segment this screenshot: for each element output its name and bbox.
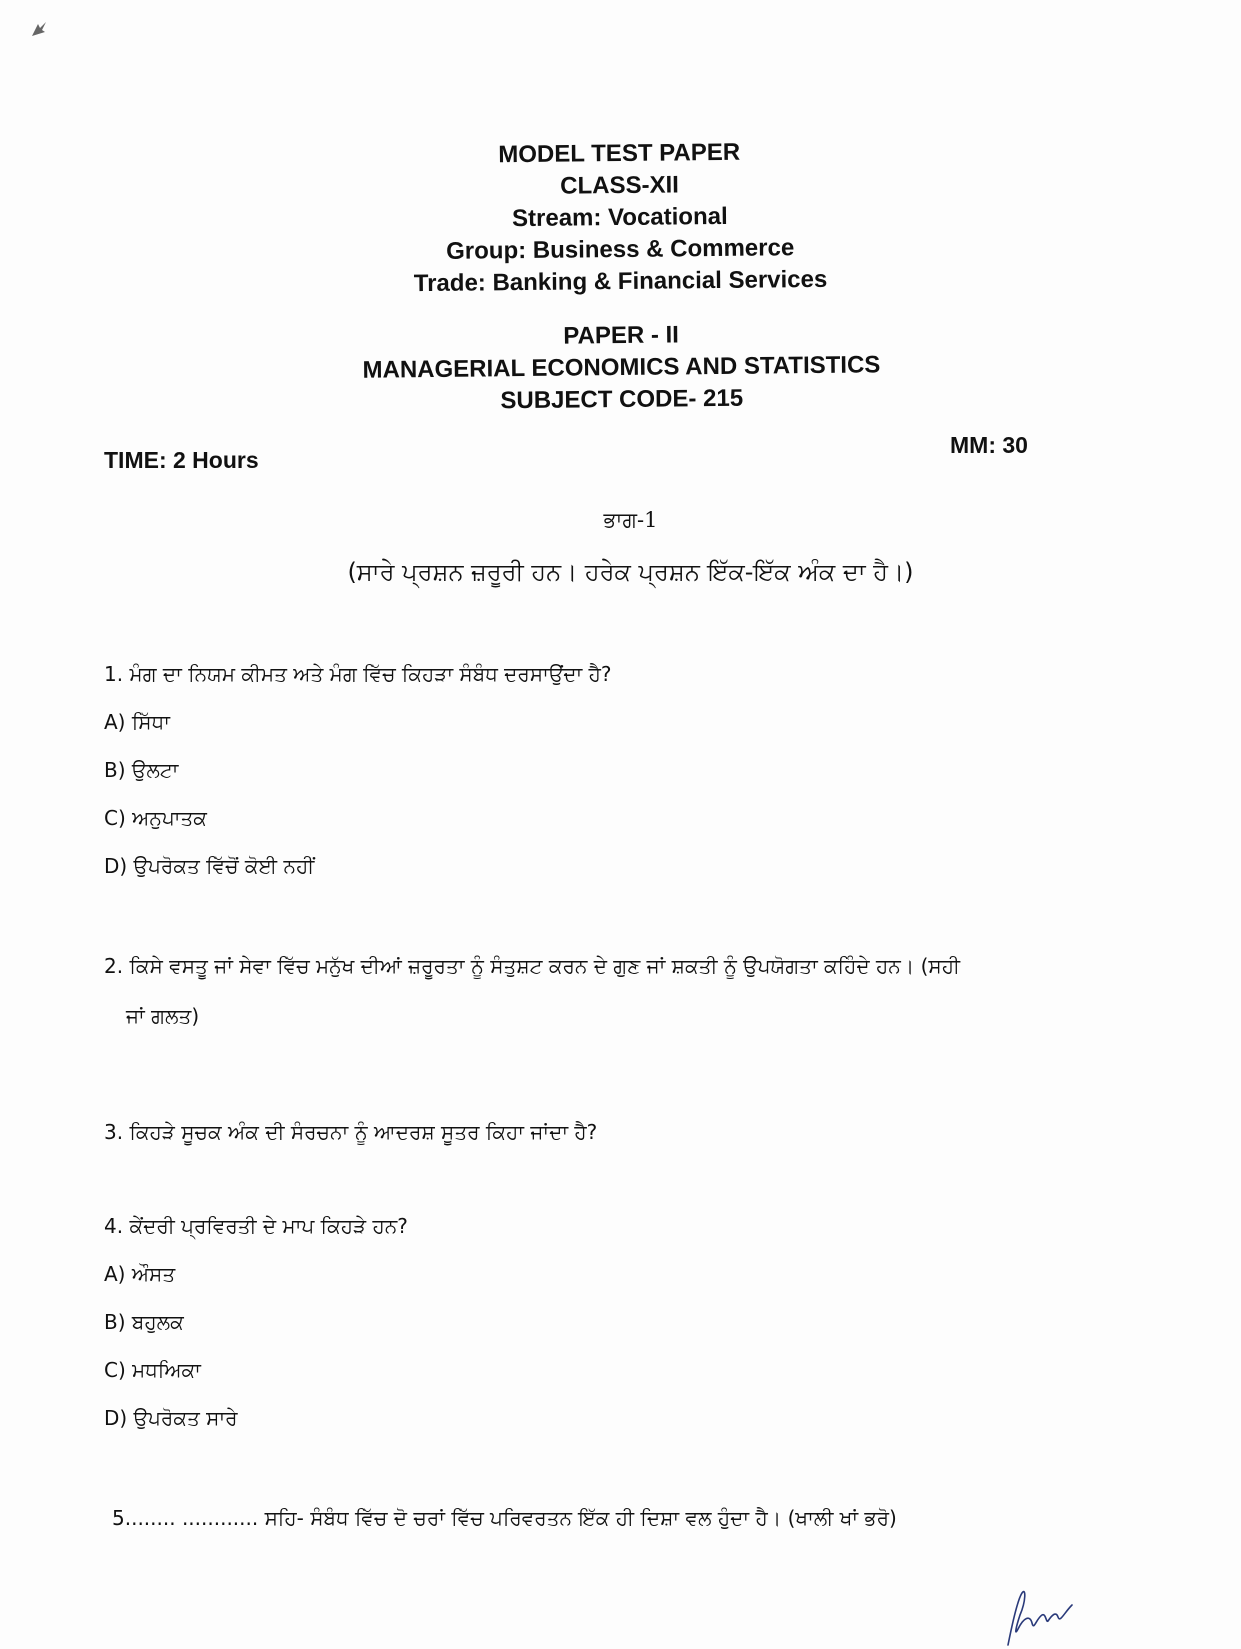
question-4	[104, 1212, 1144, 1432]
instructions: (ਸਾਰੇ ਪ੍ਰਸ਼ਨ ਜ਼ਰੂਰੀ ਹਨ। ਹਰੇਕ ਪ੍ਰਸ਼ਨ ਇੱਕ-ਇੱਕ ਅੰਕ ਦਾ ਹੈ।)	[347, 558, 914, 586]
paper-number: PAPER - II	[563, 321, 680, 350]
max-marks: MM: 30	[950, 432, 1028, 458]
paper-info	[0, 313, 1241, 422]
option-a: A) ਸਿੱਧਾ	[104, 710, 170, 734]
question-1	[104, 660, 1144, 880]
paper-header	[0, 132, 1241, 423]
signature	[1000, 1585, 1080, 1649]
group-label: Group: Business & Commerce	[446, 234, 795, 265]
subject-name: MANAGERIAL ECONOMICS AND STATISTICS	[362, 351, 881, 384]
question-5	[112, 1504, 1152, 1532]
option-c: C) ਮਧਅਿਕਾ	[104, 1358, 201, 1382]
subject-code: SUBJECT CODE- 215	[500, 384, 744, 415]
question-2	[104, 952, 1144, 1030]
stream-label: Stream: Vocational	[511, 202, 728, 233]
option-c: C) ਅਨੁਪਾਤਕ	[104, 806, 207, 830]
question-text	[104, 952, 1144, 1030]
option-d: D) ਉਪਰੋਕਤ ਵਿੱਚੋਂ ਕੋਈ ਨਹੀਂ	[104, 854, 315, 878]
trade-label: Trade: Banking & Financial Services	[413, 265, 828, 298]
staple-mark-icon	[28, 18, 50, 40]
option-b: B) ਉਲਟਾ	[104, 758, 179, 782]
question-text: 5........ ............ ਸਹਿ- ਸੰਬੰਧ ਵਿੱਚ ਦੋ ਚਰਾਂ ਵਿੱਚ ਪਰਿਵਰਤਨ ਇੱਕ ਹੀ ਦਿਸ਼ਾ ਵਲ ਹੁੰਦਾ ਹੈ। (ਖਾਲੀ ਖਾਂ ਭਰੋ)	[112, 1506, 897, 1530]
paper-title: MODEL TEST PAPER	[498, 138, 741, 169]
option-a: A) ਔਸਤ	[104, 1262, 176, 1286]
question-text: 1. ਮੰਗ ਦਾ ਨਿਯਮ ਕੀਮਤ ਅਤੇ ਮੰਗ ਵਿੱਚ ਕਿਹੜਾ ਸੰਬੰਧ ਦਰਸਾਉਂਦਾ ਹੈ?	[104, 662, 612, 686]
option-d: D) ਉਪਰੋਕਤ ਸਾਰੇ	[104, 1406, 238, 1430]
option-b: B) ਬਹੁਲਕ	[104, 1310, 184, 1334]
question-text-line-2: ਜਾਂ ਗਲਤ)	[126, 1004, 200, 1028]
question-text-line-1: 2. ਕਿਸੇ ਵਸਤੂ ਜਾਂ ਸੇਵਾ ਵਿੱਚ ਮਨੁੱਖ ਦੀਆਂ ਜ਼ਰੂਰਤਾ ਨੂੰ ਸੰਤੁਸ਼ਟ ਕਰਨ ਦੇ ਗੁਣ ਜਾਂ ਸ਼ਕਤੀ ਨੂੰ ਉਪਯੋਗਤਾ ਕਹਿੰਦੇ ਹਨ। (ਸਹੀ	[104, 954, 961, 978]
time-allowed: TIME: 2 Hours	[104, 447, 259, 473]
question-text: 4. ਕੇਂਦਰੀ ਪ੍ਰਵਿਰਤੀ ਦੇ ਮਾਪ ਕਿਹੜੇ ਹਨ?	[104, 1214, 408, 1238]
question-3	[104, 1118, 1144, 1146]
question-text: 3. ਕਿਹੜੇ ਸੂਚਕ ਅੰਕ ਦੀ ਸੰਰਚਨਾ ਨੂੰ ਆਦਰਸ਼ ਸੂਤਰ ਕਿਹਾ ਜਾਂਦਾ ਹੈ?	[104, 1120, 598, 1144]
section-title: ਭਾਗ-1	[603, 508, 658, 532]
class-label: CLASS-XII	[560, 171, 680, 200]
